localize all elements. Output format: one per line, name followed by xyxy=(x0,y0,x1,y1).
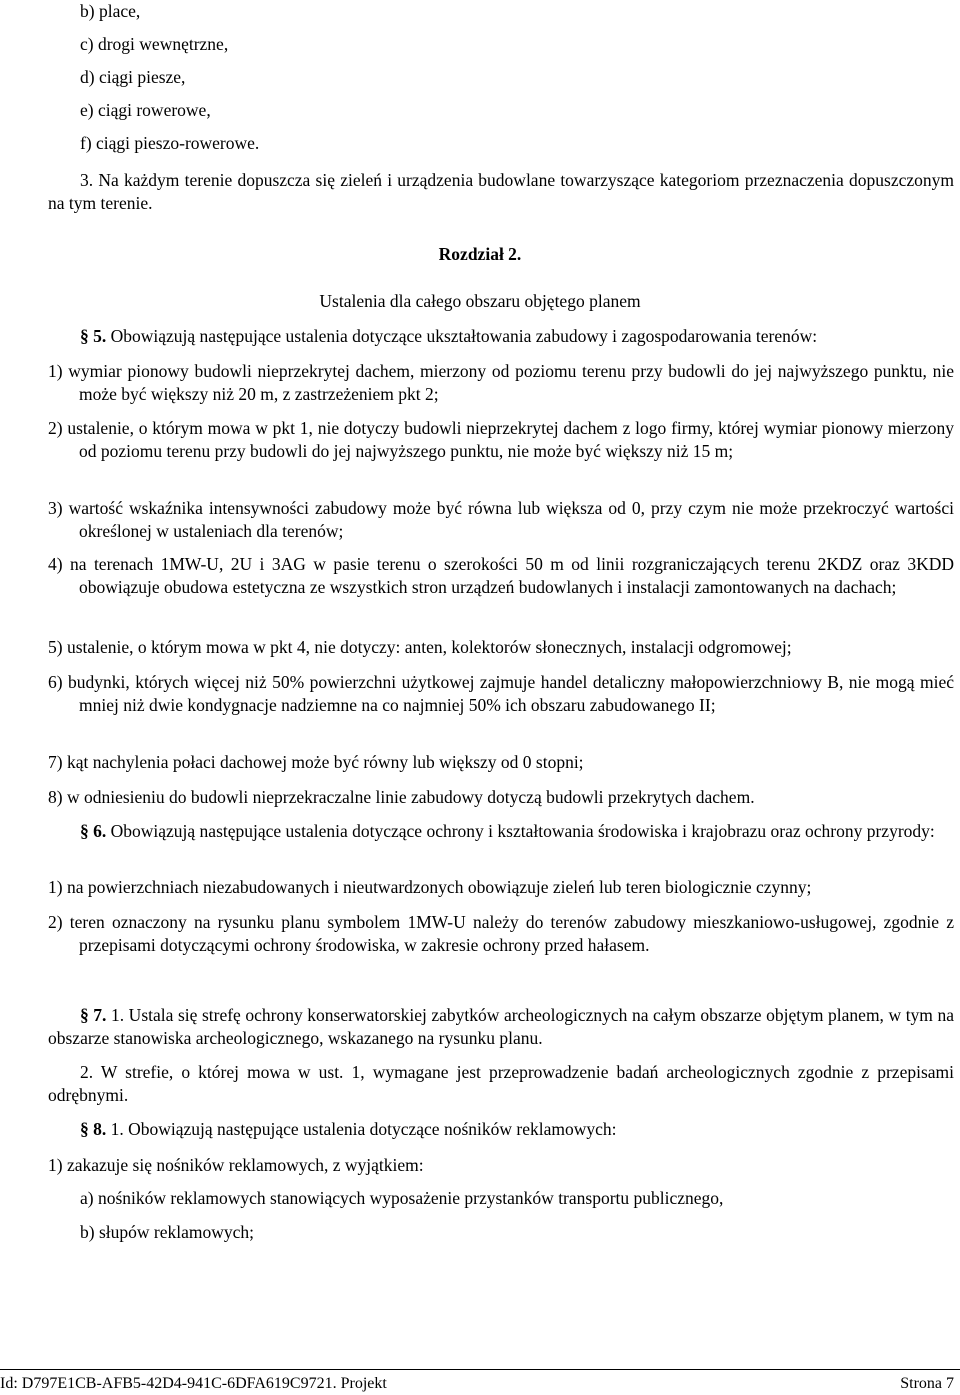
list-item-b: b) place, xyxy=(80,1,141,21)
chapter-title: Rozdział 2. xyxy=(438,244,522,264)
s6-item-2: 2) teren oznaczony na rysunku planu symbolem 1MW-U należy do terenów zabudowy mieszkaniowo-usługowej, zgodnie z przepisami dotyczącymi ochrony środowiska, w zakresie ochrony przed hałasem. xyxy=(48,912,954,955)
s5-item-8: 8) w odniesieniu do budowli nieprzekraczalne linie zabudowy dotyczą budowli przekrytych dachem. xyxy=(48,787,755,807)
section-7-paragraph-1 xyxy=(48,1004,954,1050)
footer-divider xyxy=(0,1369,960,1370)
section-5-text: Obowiązują następujące ustalenia dotyczące ukształtowania zabudowy i zagospodarowania terenów: xyxy=(110,326,818,346)
section-6-intro xyxy=(48,820,954,843)
list-item-d: d) ciągi piesze, xyxy=(80,67,186,87)
s5-item-2: 2) ustalenie, o którym mowa w pkt 1, nie dotyczy budowli nieprzekrytej dachem z logo firmy, której wymiar pionowy mierzony od poziomu terenu przy budowli do jej najwyższego punktu, nie może być większy niż 15 m; xyxy=(48,418,954,461)
s5-item-6: 6) budynki, których więcej niż 50% powierzchni użytkowej zajmuje handel detaliczny małopowierzchniowy B, nie mogą mieć mniej niż dwie kondygnacje nadziemne na co najmniej 50% ich obszaru zabudowanego II; xyxy=(48,672,954,715)
s8-subitem-a: a) nośników reklamowych stanowiących wyposażenie przystanków transportu publicznego, xyxy=(80,1188,724,1208)
s5-item-7: 7) kąt nachylenia połaci dachowej może być równy lub większy od 0 stopni; xyxy=(48,752,584,772)
page-number: Strona 7 xyxy=(900,1375,954,1392)
list-item-e: e) ciągi rowerowe, xyxy=(80,100,211,120)
section-6-number: § 6. xyxy=(80,821,107,841)
section-7-text-1: 1. Ustala się strefę ochrony konserwatorskiej zabytków archeologicznych na całym obszarze objętym planem, w tym na obszarze stanowiska archeologicznego, wskazanego na rysunku planu. xyxy=(48,1005,954,1048)
chapter-subtitle: Ustalenia dla całego obszaru objętego planem xyxy=(319,291,641,311)
section-8-paragraph-1 xyxy=(80,1118,616,1141)
document-id: Id: D797E1CB-AFB5-42D4-941C-6DFA619C9721. Projekt xyxy=(0,1375,387,1392)
section-7-number: § 7. xyxy=(80,1005,107,1025)
s8-subitem-b: b) słupów reklamowych; xyxy=(80,1222,254,1242)
list-item-c: c) drogi wewnętrzne, xyxy=(80,34,229,54)
s5-item-1: 1) wymiar pionowy budowli nieprzekrytej dachem, mierzony od poziomu terenu przy budowli do jej najwyższego punktu, nie może być większy niż 20 m, z zastrzeżeniem pkt 2; xyxy=(48,361,954,404)
section-8-text-1: 1. Obowiązują następujące ustalenia dotyczące nośników reklamowych: xyxy=(110,1119,617,1139)
section-8-number: § 8. xyxy=(80,1119,107,1139)
s5-item-3: 3) wartość wskaźnika intensywności zabudowy może być równa lub większa od 0, przy czym nie może przekroczyć wartości określonej w ustaleniach dla terenów; xyxy=(48,498,954,541)
section-5-number: § 5. xyxy=(80,326,107,346)
s8-item-1: 1) zakazuje się nośników reklamowych, z wyjątkiem: xyxy=(48,1155,424,1175)
section-5-intro xyxy=(80,325,817,348)
s6-item-1: 1) na powierzchniach niezabudowanych i nieutwardzonych obowiązuje zieleń lub teren biologicznie czynny; xyxy=(48,877,812,897)
s5-item-4: 4) na terenach 1MW-U, 2U i 3AG w pasie terenu o szerokości 50 m od linii rozgraniczających terenu 2KDZ oraz 3KDD obowiązuje obudowa estetyczna ze wszystkich stron urządzeń budowlanych i instalacji zamontowanych na dachach; xyxy=(48,554,954,597)
section-7-paragraph-2: 2. W strefie, o której mowa w ust. 1, wymagane jest przeprowadzenie badań archeologicznych zgodnie z przepisami odrębnymi. xyxy=(48,1062,954,1105)
paragraph-3: 3. Na każdym terenie dopuszcza się zieleń i urządzenia budowlane towarzyszące kategoriom przeznaczenia dopuszczonym na tym terenie. xyxy=(48,170,954,213)
section-6-text: Obowiązują następujące ustalenia dotyczące ochrony i kształtowania środowiska i krajobrazu oraz ochrony przyrody: xyxy=(110,821,935,841)
list-item-f: f) ciągi pieszo-rowerowe. xyxy=(80,133,260,153)
s5-item-5: 5) ustalenie, o którym mowa w pkt 4, nie dotyczy: anten, kolektorów słonecznych, instalacji odgromowej; xyxy=(48,637,792,657)
